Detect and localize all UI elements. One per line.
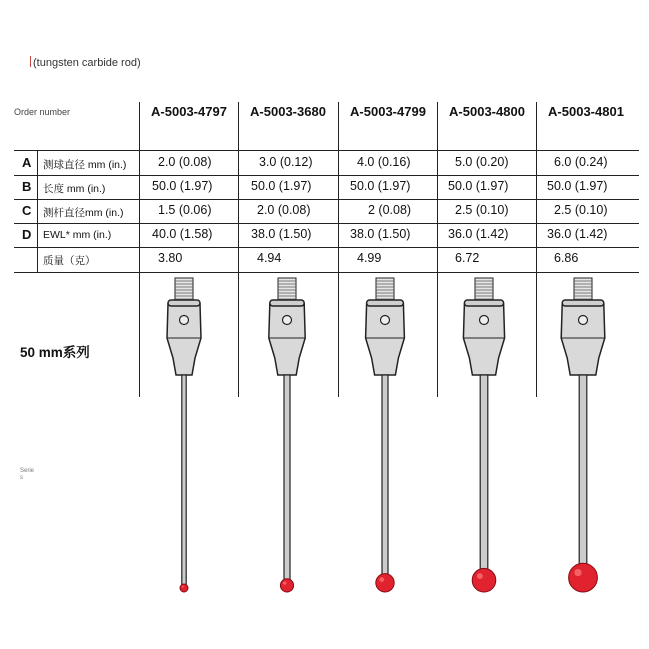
table-cell: 1.5 (0.06) — [158, 203, 212, 217]
table-cell: 2.0 (0.08) — [158, 155, 212, 169]
ruby-ball — [472, 568, 496, 592]
column-header-4: A-5003-4800 — [449, 104, 525, 119]
stylus-stem — [480, 375, 488, 580]
table-cell: 40.0 (1.58) — [152, 227, 213, 241]
row-label: 长度 mm (in.) — [43, 183, 106, 195]
row-label: 质量（克） — [43, 255, 96, 267]
body-hole — [381, 316, 390, 325]
table-cell: 36.0 (1.42) — [547, 227, 608, 241]
table-cell: 6.86 — [554, 251, 579, 265]
table-cell: 50.0 (1.97) — [547, 179, 608, 193]
ball-highlight — [182, 586, 184, 588]
body-collar — [464, 300, 503, 306]
table-cell: 6.72 — [455, 251, 480, 265]
table-cell: 38.0 (1.50) — [251, 227, 312, 241]
column-header-1: A-5003-4797 — [151, 104, 227, 119]
row-label: 测杆直径mm (in.) — [43, 207, 124, 219]
table-cell: 36.0 (1.42) — [448, 227, 509, 241]
stylus-stem — [182, 375, 186, 588]
table-cell: 5.0 (0.20) — [455, 155, 509, 169]
body-hole — [180, 316, 189, 325]
table-cell: 3.80 — [158, 251, 183, 265]
body-collar — [562, 300, 604, 306]
row-letter: A — [22, 155, 32, 170]
series-title: 50 mm系列 — [20, 345, 90, 360]
row-letter: D — [22, 227, 32, 242]
table-cell: 3.0 (0.12) — [259, 155, 313, 169]
ball-highlight — [477, 573, 483, 579]
column-header-2: A-5003-3680 — [250, 104, 326, 119]
stylus-stem — [579, 375, 587, 578]
table-cell: 2.5 (0.10) — [554, 203, 608, 217]
table-cell: 38.0 (1.50) — [350, 227, 411, 241]
column-header-5: A-5003-4801 — [548, 104, 624, 119]
stylus-body — [366, 304, 405, 375]
ruby-ball — [569, 563, 598, 592]
table-cell: 2 (0.08) — [368, 203, 412, 217]
table-cell: 50.0 (1.97) — [448, 179, 509, 193]
body-collar — [270, 300, 304, 306]
stylus-stem — [284, 375, 290, 585]
row-letter: C — [22, 203, 32, 218]
table-cell: 6.0 (0.24) — [554, 155, 608, 169]
stylus-body — [167, 304, 201, 375]
series-note: Series — [20, 468, 35, 481]
order-number-label: Order number — [14, 107, 71, 117]
table-cell: 4.0 (0.16) — [357, 155, 411, 169]
table-cell: 2.5 (0.10) — [455, 203, 509, 217]
table-cell: 2.0 (0.08) — [257, 203, 311, 217]
ruby-ball — [376, 574, 394, 592]
row-letter: B — [22, 179, 32, 194]
table-cell: 4.94 — [257, 251, 282, 265]
ruby-ball — [180, 584, 188, 592]
row-label: 测球直径 mm (in.) — [43, 159, 127, 171]
stylus-body — [561, 304, 605, 375]
table-cell: 50.0 (1.97) — [251, 179, 312, 193]
body-hole — [579, 316, 588, 325]
ball-highlight — [283, 581, 286, 584]
subtitle-text: (tungsten carbide rod) — [33, 57, 141, 69]
ball-highlight — [574, 569, 581, 576]
ball-highlight — [379, 577, 384, 582]
column-header-3: A-5003-4799 — [350, 104, 426, 119]
stylus-stem — [382, 375, 388, 583]
body-hole — [283, 316, 292, 325]
stylus-body — [463, 304, 504, 375]
table-cell: 4.99 — [357, 251, 382, 265]
body-collar — [168, 300, 200, 306]
table-cell: 50.0 (1.97) — [152, 179, 213, 193]
row-label: EWL* mm (in.) — [43, 229, 112, 241]
body-collar — [367, 300, 404, 306]
stylus-body — [269, 304, 305, 375]
body-hole — [480, 316, 489, 325]
ruby-ball — [280, 579, 293, 592]
table-cell: 50.0 (1.97) — [350, 179, 411, 193]
